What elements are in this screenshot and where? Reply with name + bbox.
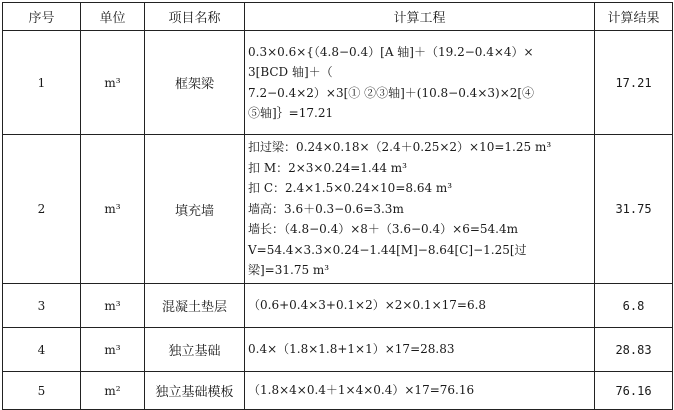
row-unit: m³ bbox=[81, 135, 145, 284]
calc-line: （1.8×4×0.4＋1×4×0.4）×17=76.16 bbox=[248, 383, 475, 398]
row-unit: m³ bbox=[81, 284, 145, 328]
calc-line: V=54.4×3.3×0.24−1.44[M]−8.64[C]−1.25[过 bbox=[248, 242, 527, 257]
row-no: 1 bbox=[3, 31, 81, 135]
calc-line: （0.6+0.4×3+0.1×2）×2×0.1×17=6.8 bbox=[248, 298, 487, 313]
header-no: 序号 bbox=[3, 3, 81, 31]
row-calc bbox=[245, 372, 595, 410]
row-no: 3 bbox=[3, 284, 81, 328]
calc-line: 0.3×0.6×{（4.8−0.4）[A 轴]＋（19.2−0.4×4）× bbox=[248, 44, 534, 59]
row-no: 4 bbox=[3, 328, 81, 372]
row-calc bbox=[245, 328, 595, 372]
row-calc bbox=[245, 135, 595, 284]
row-result: 76.16 bbox=[595, 372, 673, 410]
header-name: 项目名称 bbox=[145, 3, 245, 31]
row-name: 混凝土垫层 bbox=[145, 284, 245, 328]
calc-line: 0.4×（1.8×1.8+1×1）×17=28.83 bbox=[248, 342, 455, 357]
table-row bbox=[3, 372, 673, 410]
calc-line: 扣过梁：0.24×0.18×（2.4＋0.25×2）×10=1.25 m³ bbox=[248, 140, 552, 155]
table-row bbox=[3, 328, 673, 372]
row-name: 独立基础模板 bbox=[145, 372, 245, 410]
header-result: 计算结果 bbox=[595, 3, 673, 31]
calc-line: 墙高：3.6＋0.3−0.6=3.3m bbox=[248, 201, 404, 216]
row-unit: m² bbox=[81, 372, 145, 410]
header-calc: 计算工程 bbox=[245, 3, 595, 31]
table-header-row bbox=[3, 3, 673, 31]
calc-line: 梁]=31.75 m³ bbox=[248, 263, 330, 278]
row-calc bbox=[245, 31, 595, 135]
row-calc bbox=[245, 284, 595, 328]
calc-line: 扣 M：2×3×0.24=1.44 m³ bbox=[248, 160, 407, 175]
table-row bbox=[3, 284, 673, 328]
calculation-table bbox=[2, 2, 673, 410]
row-name: 独立基础 bbox=[145, 328, 245, 372]
row-name: 框架梁 bbox=[145, 31, 245, 135]
row-unit: m³ bbox=[81, 328, 145, 372]
table-row bbox=[3, 31, 673, 135]
header-unit: 单位 bbox=[81, 3, 145, 31]
row-result: 28.83 bbox=[595, 328, 673, 372]
calc-line: 3[BCD 轴]＋（ bbox=[248, 65, 333, 79]
row-result: 6.8 bbox=[595, 284, 673, 328]
calc-line: 扣 C：2.4×1.5×0.24×10=8.64 m³ bbox=[248, 181, 453, 196]
calc-line: 7.2−0.4×2）×3[① ②③轴]＋(10.8−0.4×3)×2[④ bbox=[248, 85, 535, 100]
row-name: 填充墙 bbox=[145, 135, 245, 284]
calc-line: ⑤轴]｝=17.21 bbox=[248, 106, 334, 120]
row-unit: m³ bbox=[81, 31, 145, 135]
row-no: 5 bbox=[3, 372, 81, 410]
table-row bbox=[3, 135, 673, 284]
row-no: 2 bbox=[3, 135, 81, 284]
calc-line: 墙长：（4.8−0.4）×8＋（3.6−0.4）×6=54.4m bbox=[248, 222, 518, 237]
row-result: 17.21 bbox=[595, 31, 673, 135]
row-result: 31.75 bbox=[595, 135, 673, 284]
